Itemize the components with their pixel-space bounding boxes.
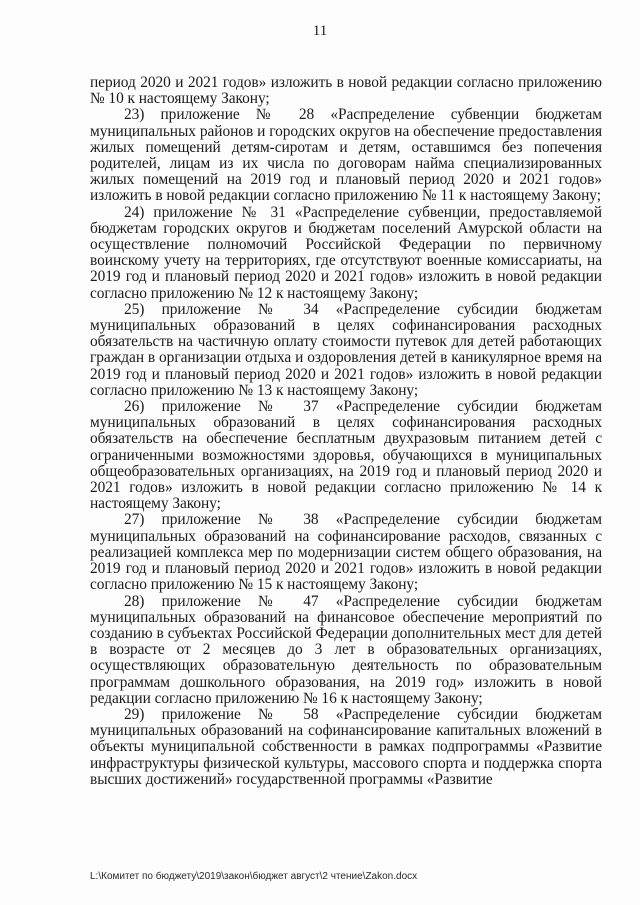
paragraph-item-25: 25) приложение № 34 «Распределение субсидии бюджетам муниципальных образований в целях софинансирования расходных обязательств на частичную оплату стоимости путевок для детей работающих граждан в организации отдыха и оздоровления детей в каникулярное время на 2019 год и плановый период 2020 и 2021 годов» изложить в новой редакции согласно приложению № 13 к настоящему Закону;: [90, 300, 602, 399]
paragraph-item-26: 26) приложение № 37 «Распределение субсидии бюджетам муниципальных образований в целях софинансирования расходных обязательств на обеспечение бесплатным двухразовым питанием детей с ограниченными возможностями здоровья, обучающихся в муниципальных общеобразовательных организациях, на 2019 год и плановый период 2020 и 2021 годов» изложить в новой редакции согласно приложению № 14 к настоящему Закону;: [90, 398, 602, 513]
page-number: 11: [312, 23, 328, 39]
paragraph-item-27: 27) приложение № 38 «Распределение субсидии бюджетам муниципальных образований на софинансирование расходов, связанных с реализацией комплекса мер по модернизации систем общего образования, на 2019 год и плановый период 2020 и 2021 годов» изложить в новой редакции согласно приложению № 15 к настоящему Закону;: [90, 511, 602, 594]
document-body: [90, 75, 602, 788]
paragraph-item-24: 24) приложение № 31 «Распределение субвенции, предоставляемой бюджетам городских округов и бюджетам поселений Амурской области на осуществление полномочий Российской Федерации по первичному воинскому учету на территориях, где отсутствуют военные комиссариаты, на 2019 год и плановый период 2020 и 2021 годов» изложить в новой редакции согласно приложению № 12 к настоящему Закону;: [90, 203, 602, 302]
paragraph-item-28: 28) приложение № 47 «Распределение субсидии бюджетам муниципальных образований на финансовое обеспечение мероприятий по созданию в субъектах Российской Федерации дополнительных мест для детей в возрасте от 2 месяцев до 3 лет в образовательных организациях, осуществляющих образовательную деятельность по образовательным программам дошкольного образования, на 2019 год» изложить в новой редакции согласно приложению № 16 к настоящему Закону;: [90, 592, 602, 707]
footer-file-path: L:\Комитет по бюджету\2019\закон\бюджет август\2 чтение\Zakon.docx: [90, 871, 418, 882]
paragraph-item-29: 29) приложение № 58 «Распределение субсидии бюджетам муниципальных образований на софинансирование капитальных вложений в объекты муниципальной собственности в рамках подпрограммы «Развитие инфраструктуры физической культуры, массового спорта и поддержка спорта высших достижений» государственной программы «Развитие: [90, 705, 602, 788]
paragraph-continuation: период 2020 и 2021 годов» изложить в новой редакции согласно приложению № 10 к настоящему Закону;: [90, 74, 602, 108]
paragraph-item-23: 23) приложение № 28 «Распределение субвенции бюджетам муниципальных районов и городских округов на обеспечение предоставления жилых помещений детям-сиротам и детям, оставшимся без попечения родителей, лицам из их числа по договорам найма специализированных жилых помещений на 2019 год и плановый период 2020 и 2021 годов» изложить в новой редакции согласно приложению № 11 к настоящему Закону;: [90, 106, 602, 205]
